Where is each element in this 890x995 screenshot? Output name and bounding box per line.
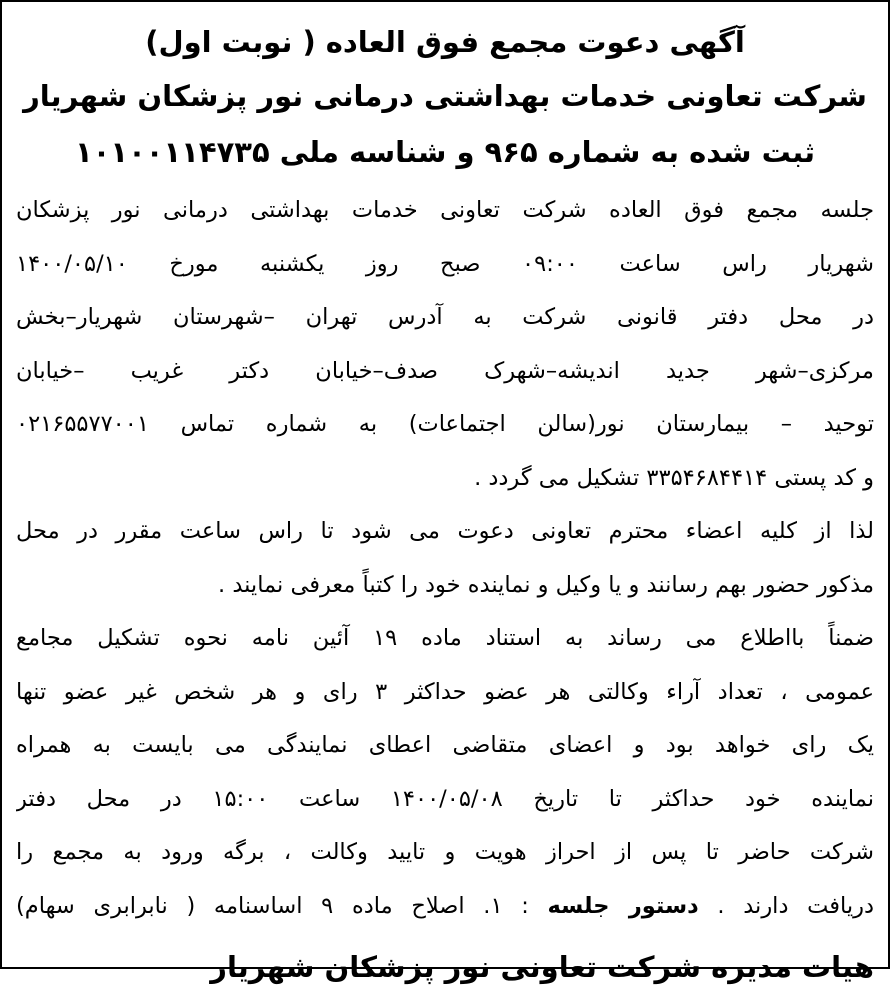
body-line: توحید – بیمارستان نور(سالن اجتماعات) به شماره تماس ۰۲۱۶۵۵۷۷۰۰۱	[16, 411, 874, 437]
notice-body	[16, 184, 874, 933]
body-line: و کد پستی ۳۳۵۴۶۸۴۴۱۴ تشکیل می گردد .	[474, 464, 874, 491]
agenda-heading: دستور جلسه	[547, 892, 699, 919]
company-name: شرکت تعاونی خدمات بهداشتی درمانی نور پزشکان شهریار	[23, 79, 867, 113]
body-line: جلسه مجمع فوق العاده شرکت تعاونی خدمات بهداشتی درمانی نور پزشکان	[16, 197, 874, 223]
body-line: شرکت حاضر تا پس از احراز هویت و تایید وکالت ، برگه ورود به مجمع را	[16, 839, 874, 865]
agenda-item: : ۱. اصلاح ماده ۹ اساسنامه ( نابرابری سهام)	[16, 892, 529, 919]
body-line: در محل دفتر قانونی شرکت به آدرس تهران –شهرستان شهریار–بخش	[16, 304, 874, 330]
body-line: مرکزی–شهر جدید اندیشه–شهرک صدف–خیابان دکتر غریب –خیابان	[16, 357, 874, 384]
agenda-intro: دریافت دارند .	[717, 892, 874, 919]
board-signature: هیات مدیره شرکت تعاونی نور پزشکان شهریار	[210, 950, 874, 984]
body-line: مذکور حضور بهم رسانند و یا وکیل و نماینده خود را کتباً معرفی نمایند .	[218, 571, 874, 598]
body-line: عمومی ، تعداد آراء وکالتی هر عضو حداکثر ۳ رای و هر شخص غیر عضو تنها	[16, 678, 874, 705]
body-line: شهریار راس ساعت ۰۹:۰۰ صبح روز یکشنبه مورخ ۱۴۰۰/۰۵/۱۰	[16, 250, 874, 277]
notice-title: آگهی دعوت مجمع فوق العاده ( نوبت اول)	[145, 25, 745, 59]
body-line: لذا از کلیه اعضاء محترم تعاونی دعوت می شود تا راس ساعت مقرر در محل	[16, 518, 874, 544]
registration-info: ثبت شده به شماره ۹۶۵ و شناسه ملی ۱۰۱۰۰۱۱۴۷۳۵	[74, 135, 816, 169]
body-line: یک رای خواهد بود و اعضای متقاضی اعطای نمایندگی می بایست به همراه	[16, 732, 874, 758]
agenda-line	[16, 880, 874, 934]
body-line: نماینده خود حداکثر تا تاریخ ۱۴۰۰/۰۵/۰۸ ساعت ۱۵:۰۰ در محل دفتر	[16, 785, 874, 812]
body-line: ضمناً بااطلاع می رساند به استناد ماده ۱۹ آئین نامه نحوه تشکیل مجامع	[16, 625, 874, 651]
